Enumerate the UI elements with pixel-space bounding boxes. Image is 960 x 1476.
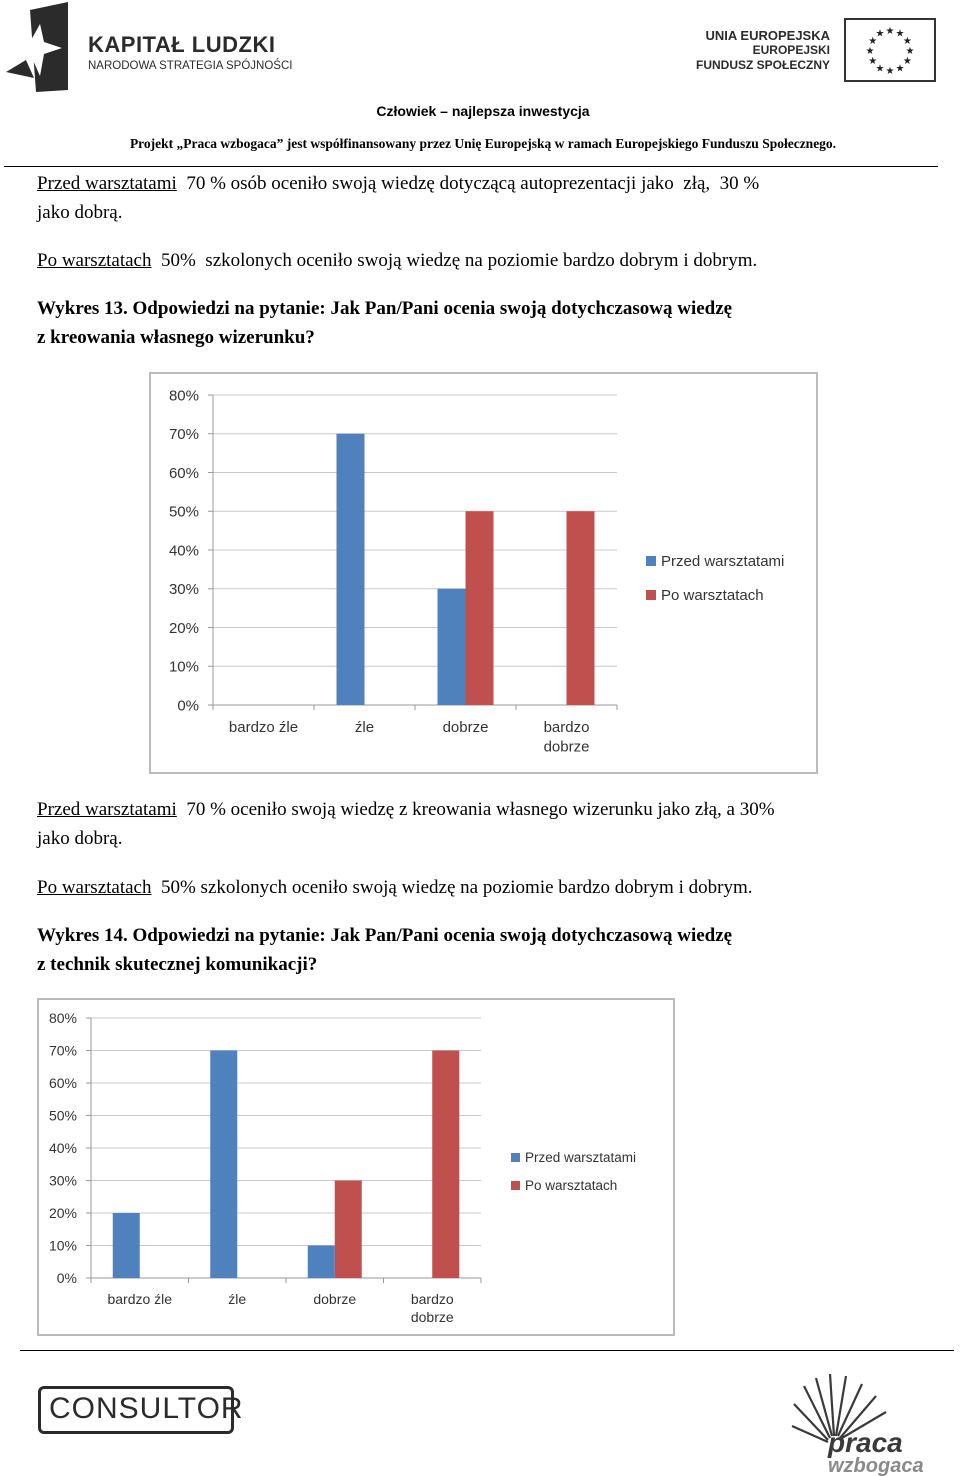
y-tick-label: 30%: [48, 1172, 77, 1189]
y-tick-label: 0%: [56, 1269, 77, 1286]
x-tick-label: dobrze: [442, 719, 489, 736]
chart-13: [149, 372, 818, 774]
x-tick-label: bardzo źle: [228, 719, 299, 736]
chart-14-caption-line1: Wykres 14. Odpowiedzi na pytanie: Jak Pan/Pani ocenia swoją dotychczasową wiedzę: [37, 925, 733, 946]
star-icon: ★: [885, 66, 895, 77]
footer-divider: [20, 1350, 954, 1351]
y-tick-label: 80%: [48, 1009, 77, 1026]
wzbogaca-text: wzbogaca: [828, 1455, 924, 1476]
chart-svg: [39, 1000, 673, 1334]
y-tick-label: 70%: [168, 426, 199, 443]
legend-swatch: [646, 590, 656, 600]
paragraph-before-1-cont: jako dobrą.: [37, 202, 123, 223]
legend-swatch: [511, 1153, 520, 1162]
paragraph-before-2: [37, 795, 775, 824]
header-divider: [4, 166, 938, 167]
paragraph-text: 70 % osób oceniło swoją wiedzę dotyczącą autoprezentacji jako złą, 30 %: [176, 173, 760, 194]
paragraph-after-2: [37, 873, 752, 902]
y-tick-label: 40%: [48, 1139, 77, 1156]
kapital-ludzki-emblem-icon: [4, 2, 84, 94]
consultor-text: CONSULTOR: [49, 1392, 244, 1425]
y-tick-label: 60%: [168, 464, 199, 482]
paragraph-before-2-cont: jako dobrą.: [37, 828, 123, 849]
x-tick-label: dobrze: [313, 1291, 357, 1307]
legend-label: Po warsztatach: [661, 587, 764, 604]
y-tick-label: 20%: [48, 1204, 77, 1221]
y-tick-label: 0%: [177, 697, 199, 715]
y-tick-label: 30%: [168, 581, 199, 598]
label-before: Przed warsztatami: [37, 799, 177, 820]
bar-after: [432, 1051, 459, 1279]
star-icon: ★: [875, 28, 885, 40]
y-tick-label: 80%: [168, 387, 199, 405]
x-tick-label: źle: [354, 719, 375, 736]
praca-wzbogaca-burst-icon: [790, 1372, 960, 1476]
bar-after: [466, 511, 494, 705]
praca-text: praca: [828, 1427, 903, 1458]
y-tick-label: 50%: [168, 503, 199, 521]
chart-13-caption-line1: Wykres 13. Odpowiedzi na pytanie: Jak Pan/Pani ocenia swoją dotychczasową wiedzę: [37, 298, 733, 319]
x-tick-label: bardzo źle: [107, 1291, 173, 1307]
label-after: Po warsztatach: [37, 250, 152, 271]
x-tick-label: bardzo dobrze: [410, 1291, 454, 1326]
paragraph-before-1: [37, 169, 759, 198]
paragraph-after-1: [37, 246, 757, 275]
y-tick-label: 50%: [48, 1107, 77, 1124]
star-icon: ★: [905, 46, 915, 57]
x-tick-label: źle: [228, 1291, 247, 1307]
y-tick-label: 70%: [48, 1042, 77, 1059]
bar-before: [337, 434, 365, 705]
star-icon: ★: [895, 63, 905, 75]
praca-wzbogaca-logo: [790, 1372, 960, 1476]
chart-13-caption-line2: z kreowania własnego wizerunku?: [37, 327, 315, 348]
kapital-ludzki-logo: [4, 2, 304, 94]
project-statement: Projekt „Praca wzbogaca” jest współfinansowany przez Unię Europejską w ramach Europejskiego Funduszu Społecznego.: [129, 136, 837, 151]
star-icon: ★: [885, 26, 895, 37]
legend-swatch: [511, 1181, 520, 1190]
star-icon: ★: [865, 46, 875, 57]
bar-after: [567, 511, 595, 705]
chart-14: [37, 998, 675, 1336]
eu-text: [696, 28, 830, 73]
tagline: Człowiek – najlepsza inwestycja: [376, 103, 590, 119]
chart-svg: [151, 374, 816, 772]
legend-label: Po warsztatach: [525, 1178, 618, 1193]
legend-label: Przed warsztatami: [661, 553, 785, 570]
bar-after: [335, 1181, 362, 1279]
kapital-ludzki-title: KAPITAŁ LUDZKI: [88, 32, 276, 57]
legend-swatch: [646, 556, 656, 566]
bar-before: [210, 1051, 237, 1279]
label-before: Przed warsztatami: [37, 173, 177, 194]
eu-line2: EUROPEJSKI: [752, 43, 830, 57]
chart-14-caption-line2: z technik skutecznej komunikacji?: [37, 954, 318, 975]
eu-logo: [695, 18, 940, 86]
legend-label: Przed warsztatami: [525, 1150, 637, 1165]
eu-line3: FUNDUSZ SPOŁECZNY: [695, 58, 830, 72]
paragraph-text: 70 % oceniło swoją wiedzę z kreowania własnego wizerunku jako złą, a 30%: [176, 799, 775, 820]
star-icon: ★: [895, 28, 905, 40]
consultor-logo: [38, 1386, 244, 1434]
paragraph-text: 50% szkolonych oceniło swoją wiedzę na poziomie bardzo dobrym i dobrym.: [151, 250, 758, 271]
y-tick-label: 20%: [168, 619, 199, 637]
kapital-ludzki-subtitle: NARODOWA STRATEGIA SPÓJNOŚCI: [88, 60, 293, 72]
x-tick-label: bardzo dobrze: [543, 719, 590, 756]
bar-before: [438, 589, 466, 705]
star-icon: ★: [868, 36, 878, 47]
y-tick-label: 10%: [168, 658, 199, 676]
star-icon: ★: [868, 56, 878, 67]
eu-flag-icon: [844, 18, 936, 82]
y-tick-label: 60%: [48, 1074, 77, 1091]
bar-before: [113, 1213, 140, 1278]
star-icon: ★: [902, 56, 912, 67]
star-icon: ★: [902, 36, 912, 47]
label-after: Po warsztatach: [37, 877, 152, 898]
star-icon: ★: [875, 63, 885, 75]
y-tick-label: 10%: [48, 1237, 77, 1254]
eu-line1: UNIA EUROPEJSKA: [705, 28, 830, 43]
bar-before: [308, 1246, 335, 1279]
y-tick-label: 40%: [168, 542, 199, 560]
paragraph-text: 50% szkolonych oceniło swoją wiedzę na poziomie bardzo dobrym i dobrym.: [151, 877, 753, 898]
